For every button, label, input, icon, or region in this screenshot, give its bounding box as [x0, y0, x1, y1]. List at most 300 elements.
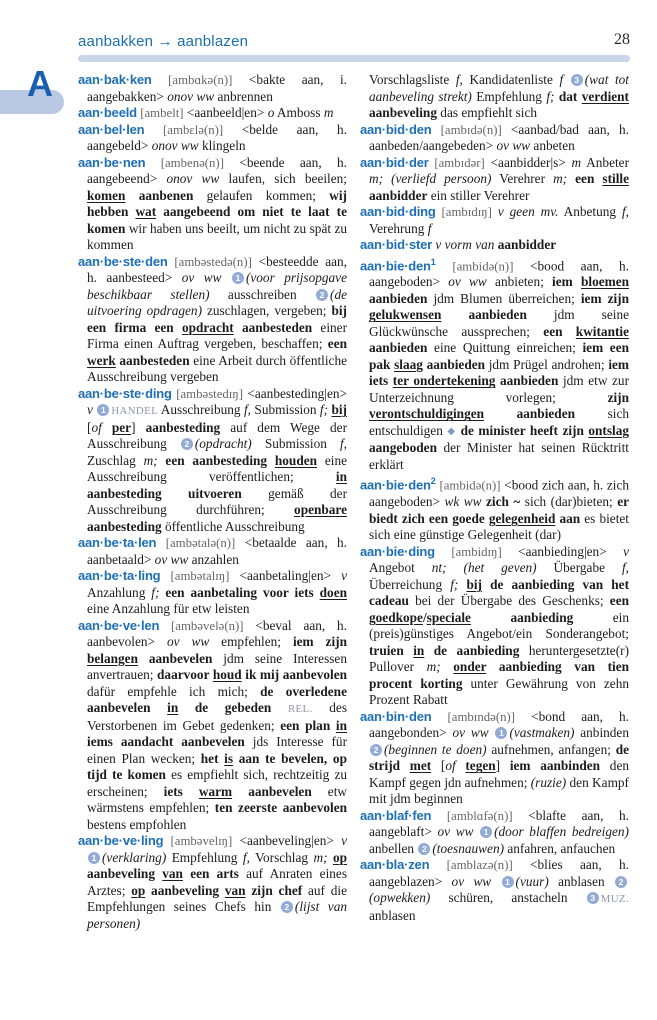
example-keyword: opdracht — [181, 319, 234, 335]
example-phrase: een — [543, 323, 576, 339]
body-text: auf die Empfehlungen seines Chefs hin — [87, 882, 347, 914]
example-phrase: iem iets — [369, 356, 629, 389]
italic-text: (voor prijsopgave beschikbaar stellen) — [87, 270, 347, 302]
example-phrase: de minister heeft zijn — [460, 422, 589, 438]
headword: aan·be·ve·ling — [78, 833, 164, 848]
body-text: schüren, anstacheln — [430, 890, 586, 906]
headword: aan·bid·der — [360, 154, 429, 170]
sense-number-badge: 2 — [418, 843, 430, 855]
phonetic-transcription: [ambɪdɪŋ] — [441, 205, 492, 219]
italic-text: f, — [621, 560, 629, 576]
body-text: <beval aan, h. aanbevolen> — [87, 617, 347, 649]
example-keyword: werk — [87, 352, 116, 368]
body-text — [221, 270, 230, 285]
body-text: den Kampf mit jdm beginnen — [369, 774, 629, 807]
example-keyword: bij — [466, 576, 482, 592]
italic-text: ov ww — [154, 551, 189, 567]
body-text: Zuschlag — [87, 452, 144, 468]
sense-number-badge: 1 — [495, 727, 507, 739]
body-text: bestens empfohlen — [87, 816, 187, 832]
example-keyword: belangen — [87, 650, 138, 666]
body-text: den Kampf gegen jdn aufnehmen; — [369, 758, 629, 790]
body-text: auf dem Wege der Ausschreibung — [87, 419, 347, 451]
dictionary-entry — [360, 237, 629, 254]
dictionary-entry — [360, 473, 629, 543]
italic-text: v — [341, 568, 347, 583]
example-phrase: de gebeden — [178, 700, 272, 715]
body-text: Empfehlung — [166, 849, 243, 865]
italic-text: v vorm van — [435, 237, 495, 252]
body-text: anfahren, anfauchen — [504, 840, 616, 856]
italic-text: of — [445, 758, 456, 774]
sense-number-badge: 3 — [587, 892, 599, 904]
body-text — [567, 171, 575, 186]
body-text: es empfiehlt sich, rechtzeitig zu erscheinen; — [87, 767, 347, 799]
example-keyword: doen — [319, 584, 347, 600]
example-keyword: is — [224, 750, 234, 766]
headword: aan·be·ta·len — [78, 535, 157, 550]
phonetic-transcription: [ambɪndə(n)] — [447, 709, 516, 724]
body-text — [429, 857, 446, 872]
italic-text: (door blaffen bedreigen) — [494, 824, 629, 840]
italic-text: m — [323, 105, 334, 120]
italic-text: (toesnauwen) — [432, 840, 505, 856]
body-text — [436, 258, 453, 273]
example-keyword: openbare — [294, 502, 347, 517]
body-text — [491, 874, 500, 889]
headword: aan·bie·den — [360, 477, 431, 493]
italic-text: m; — [313, 849, 328, 865]
headword: aan·blaf·fen — [360, 807, 432, 823]
example-phrase: aanbevelen — [137, 650, 213, 666]
example-phrase: iem zijn — [292, 634, 347, 649]
dictionary-entry — [78, 155, 347, 254]
body-text: <besteedde aan, h. aanbesteed> — [87, 253, 347, 285]
body-text — [563, 72, 570, 87]
domain-label: HANDEL — [111, 405, 159, 417]
example-phrase: aan te bevelen, op tijd te komen — [87, 750, 347, 782]
italic-text: m — [571, 154, 582, 170]
body-text: jdm seine Interessen anvertrauen; — [87, 650, 347, 682]
italic-text: ov ww — [181, 270, 222, 285]
italic-text: ov ww — [496, 138, 531, 153]
body-text: dafür empfehle ich mich; — [87, 683, 261, 699]
body-text — [102, 420, 112, 435]
sense-number-badge: 1 — [97, 404, 109, 416]
phonetic-transcription: [ambɑkə(n)] — [168, 73, 233, 87]
sense-number-badge: 3 — [571, 74, 583, 86]
sense-number-badge: 1 — [502, 876, 514, 888]
italic-text: m; — [369, 171, 384, 186]
body-text: anzahlen — [188, 551, 239, 567]
example-keyword: wat — [135, 204, 157, 219]
dictionary-entry — [360, 155, 629, 205]
example-phrase: aanbieden — [484, 406, 575, 422]
italic-text: ov ww — [452, 725, 489, 741]
example-keyword: slaag — [394, 356, 423, 372]
example-phrase: aanbesteden — [115, 352, 190, 368]
italic-text: (opdracht) — [194, 436, 252, 451]
body-text: jdm Blumen überreichen; — [427, 290, 581, 306]
italic-text: f — [427, 220, 432, 236]
body-text — [383, 171, 391, 186]
example-phrase: aanbenen — [125, 187, 194, 203]
body-text: klingeln — [198, 138, 246, 153]
example-phrase: aangebeend om niet te laat te komen — [87, 204, 347, 236]
body-text: Vorschlagsliste — [369, 72, 456, 87]
italic-text: onov ww — [167, 88, 215, 104]
dictionary-entry — [360, 254, 629, 474]
example-keyword: bloemen — [580, 274, 629, 290]
headword: aan·bid·den — [360, 121, 432, 137]
example-phrase: aanbesteden — [233, 319, 313, 335]
phonetic-transcription: [ambidɪŋ] — [451, 544, 502, 559]
domain-label: MUZ. — [600, 893, 629, 906]
dictionary-entry — [360, 122, 629, 155]
body-text: Ausschreibung — [158, 402, 244, 417]
dictionary-entry — [78, 72, 347, 105]
body-text: Anbetung — [558, 204, 622, 219]
body-text: Überreichung — [369, 576, 451, 592]
dictionary-entry — [360, 204, 629, 237]
italic-text: v — [623, 543, 629, 559]
phonetic-transcription: [amblɑfə(n)] — [446, 808, 513, 823]
body-text: unter Gewährung von zehn Prozent Rabatt — [369, 675, 629, 708]
body-text: zuschlagen, vergeben; — [202, 303, 332, 318]
example-phrase: aanbevelen — [232, 783, 312, 799]
italic-text: onov ww — [166, 171, 220, 186]
body-text: gemäß der Ausschreibung durchführen; — [87, 485, 347, 517]
example-phrase: een — [327, 336, 347, 351]
example-phrase: aanbieden — [441, 307, 527, 323]
example-phrase: de aanbieding — [424, 642, 520, 658]
headword: aan·beeld — [78, 105, 137, 120]
italic-text: (beginnen te doen) — [384, 741, 487, 757]
body-text: Submission — [251, 436, 340, 451]
example-keyword: ter ondertekening — [392, 373, 496, 389]
phonetic-transcription: [ambɪdər] — [434, 155, 485, 170]
idiom-diamond-icon: ◆ — [447, 425, 457, 437]
italic-text: nt; — [431, 560, 447, 576]
sense-number-badge: 2 — [181, 438, 193, 450]
body-text: ausschreiben — [209, 286, 316, 302]
body-text — [160, 568, 170, 583]
headword: aan·be·nen — [78, 154, 146, 170]
example-keyword: speciale — [426, 609, 471, 625]
phonetic-transcription: [ambidə(n)] — [439, 478, 501, 493]
body-text: <aanbieding|en> — [501, 543, 624, 559]
dictionary-entry — [78, 105, 347, 122]
body-text: <blies aan, h. aangeblazen> — [369, 857, 629, 889]
body-text: Kandidatenliste — [462, 72, 560, 87]
body-text — [431, 808, 447, 823]
body-text: empfehlen; — [209, 634, 293, 649]
headword: aan·bie·ding — [360, 543, 435, 559]
example-keyword: per — [111, 419, 132, 435]
column-right — [360, 72, 629, 1012]
example-keyword: houd — [212, 667, 242, 682]
italic-text: o — [267, 105, 275, 120]
homonym-superscript: 1 — [430, 256, 436, 267]
sense-number-badge: 2 — [316, 289, 328, 301]
body-text: sich entschuldigen — [369, 406, 629, 438]
italic-text: (vuur) — [515, 873, 549, 889]
body-text — [156, 535, 165, 550]
example-keyword: met — [409, 758, 432, 774]
italic-text: wk ww — [444, 494, 482, 510]
sense-number-badge: 1 — [480, 826, 492, 838]
body-text — [271, 700, 288, 715]
body-text: gelaufen kommen; — [193, 187, 330, 203]
body-text: Amboss — [274, 105, 324, 120]
example-phrase: bij een firma een — [87, 303, 347, 335]
dictionary-entry — [78, 386, 347, 536]
example-phrase: aanbidder — [497, 237, 557, 252]
body-text: <bond aan, h. aangebonden> — [369, 708, 629, 741]
body-text: jdm seine Glückwünsche aussprechen; — [369, 307, 629, 339]
entry-continuation — [360, 72, 629, 122]
example-keyword: bij — [331, 402, 347, 417]
example-phrase: iems aandacht aanbevelen — [87, 734, 245, 749]
example-keyword: van — [162, 866, 183, 881]
italic-text: ov ww — [451, 873, 492, 889]
dictionary-entry — [78, 535, 347, 568]
italic-text: m; — [426, 659, 441, 675]
italic-text: (de uitvoering opdragen) — [87, 286, 347, 318]
example-keyword: op — [131, 882, 146, 898]
example-phrase: er biedt zich een goede — [369, 494, 629, 526]
body-text: <aanbad/bad aan, h. aanbeden/aangebeden> — [369, 121, 629, 153]
sense-number-badge: 2 — [281, 901, 293, 913]
body-text: eine Arbeit durch öffentliche Ausschreibung vergeben — [87, 352, 347, 384]
header-rule — [78, 55, 630, 62]
example-phrase: aanbieden — [422, 356, 486, 372]
body-text: es bietet sich eine günstige Gelegenheit (dar) — [369, 510, 629, 543]
example-keyword: in — [335, 717, 347, 733]
italic-text: v — [341, 833, 347, 848]
example-keyword: onder — [453, 659, 487, 675]
example-phrase: aanbesteding — [145, 419, 221, 435]
example-phrase: een — [575, 171, 603, 186]
italic-text: (verklaring) — [102, 849, 167, 865]
body-text: etw wärmstens empfehlen; — [87, 783, 347, 815]
example-phrase: een arts — [182, 866, 239, 881]
body-text: <blafte aan, h. aangeblaft> — [369, 807, 629, 840]
body-text: jdm etw zur Unterzeichnung vorlegen; — [369, 373, 629, 405]
example-keyword: gelukwensen — [369, 307, 442, 323]
body-text: [ — [87, 419, 92, 435]
body-text: ] — [131, 419, 146, 435]
body-text: laufen, sich beeilen; — [219, 171, 347, 186]
body-text — [93, 402, 96, 417]
body-text: auf Anraten eines Arztes; — [87, 866, 347, 898]
example-keyword: van — [224, 882, 246, 898]
body-text — [431, 709, 447, 724]
body-text: heruntergesetzte(r) Pullover — [369, 642, 629, 675]
body-text: aufnehmen, anfangen; — [486, 741, 616, 757]
headword: aan·be·ste·den — [78, 253, 168, 269]
italic-text: (opwekken) — [369, 890, 431, 906]
italic-text: onov ww — [151, 138, 199, 153]
headword: aan·bid·ding — [360, 204, 436, 219]
body-text: ] — [495, 758, 510, 774]
italic-text: m; — [143, 452, 158, 468]
example-keyword: verontschuldigingen — [369, 406, 485, 422]
dictionary-entry — [78, 568, 347, 618]
example-phrase: iem zijn — [580, 290, 629, 306]
phonetic-transcription: [ambəvelə(n)] — [171, 618, 244, 633]
body-text: ein stiller Verehrer — [427, 187, 530, 203]
example-phrase: aanbidder — [369, 187, 428, 203]
body-text — [144, 122, 163, 137]
example-phrase: de strijd — [369, 741, 629, 774]
example-keyword: in — [335, 469, 347, 484]
body-text — [435, 544, 451, 559]
example-phrase: aangeboden — [369, 440, 437, 456]
phonetic-transcription: [amblazə(n)] — [446, 858, 513, 873]
running-head: aanbakken → aanblazen — [78, 33, 249, 50]
headword: aan·be·ta·ling — [78, 568, 161, 583]
body-text: <betaalde aan, h. aanbetaald> — [87, 535, 347, 567]
italic-text: f, — [621, 204, 629, 219]
body-text: Empfehlung — [471, 88, 547, 104]
body-text: Angebot — [369, 560, 432, 576]
body-text: eine Ausschreibung veröffentlichen; — [87, 452, 347, 484]
sense-number-badge: 2 — [370, 744, 382, 756]
italic-text: f; — [319, 402, 329, 417]
italic-text: f; — [450, 576, 459, 592]
example-keyword: op — [332, 849, 347, 865]
headword: aan·bel·len — [78, 121, 145, 137]
body-text: einer Firma einen Auftrag vergeben, beschaffen; — [87, 319, 347, 351]
example-keyword: goedkope — [369, 609, 423, 625]
example-phrase: het — [200, 750, 225, 766]
example-phrase: aanbesteding — [87, 518, 162, 534]
example-phrase: ik mij aanbevolen — [241, 667, 347, 682]
body-text: ein (preis)günstiges Angebot/ein Sonderangebot; — [369, 609, 629, 642]
italic-text: f; — [546, 88, 555, 104]
phonetic-transcription: [ambenə(n)] — [160, 155, 224, 170]
headword: aan·bid·ster — [360, 237, 433, 252]
example-phrase: aanbieding van tien procent korting — [369, 659, 629, 691]
body-text: [ — [431, 758, 446, 774]
italic-text: ov ww — [448, 274, 487, 290]
body-text: des Verstorbenen im Gebet gedenken; — [87, 700, 347, 733]
example-phrase: aanbeveling — [87, 866, 163, 881]
homonym-superscript: 2 — [430, 476, 436, 487]
example-phrase: een aanbetaling voor iets — [165, 584, 320, 600]
example-keyword: stille — [602, 171, 629, 186]
example-keyword: komen — [87, 187, 126, 203]
example-phrase: aanbieding — [470, 609, 574, 625]
example-keyword: verdient — [581, 88, 629, 104]
italic-text: f, — [455, 72, 463, 87]
body-text: jdm Prügel androhen; — [485, 356, 609, 372]
italic-text: f; — [151, 584, 160, 600]
body-text — [489, 725, 495, 740]
domain-label: REL. — [287, 703, 313, 715]
example-phrase: zijn chef — [245, 882, 303, 898]
phonetic-transcription: [ambelt] — [140, 106, 184, 120]
phonetic-transcription: [ambətalɪŋ] — [170, 569, 230, 583]
example-phrase: iem — [552, 274, 581, 290]
sense-number-badge: 1 — [232, 272, 244, 284]
example-phrase: aanbieden — [369, 340, 428, 356]
body-text: Verehrung — [369, 220, 428, 236]
body-text — [152, 72, 169, 87]
dictionary-entry — [78, 833, 347, 932]
dictionary-entry — [360, 808, 629, 858]
italic-text: (lijst van personen) — [87, 899, 347, 931]
body-text: eine Anzahlung für etw leisten — [87, 601, 250, 616]
body-text: anbieten; — [486, 274, 553, 290]
example-phrase: een plan — [280, 717, 336, 733]
body-text — [159, 618, 171, 633]
italic-text: (het geven) — [463, 560, 537, 576]
dictionary-entry — [360, 709, 629, 808]
example-keyword: in — [413, 642, 425, 658]
body-text: Anbeter — [581, 154, 629, 170]
example-phrase: aanbeveling — [369, 105, 437, 120]
dictionary-entry — [78, 122, 347, 155]
italic-text: (verliefd persoon) — [391, 171, 492, 186]
italic-text: m; — [553, 171, 568, 186]
body-text: Submission — [251, 402, 320, 417]
sense-number-badge: 1 — [88, 852, 100, 864]
phonetic-transcription: [ambəvelɪŋ] — [170, 834, 233, 848]
italic-text: (wat tot aanbeveling strekt) — [369, 72, 629, 104]
italic-text: (ruzie) — [530, 774, 567, 790]
example-phrase: aanbeveling — [145, 882, 225, 898]
column-left — [78, 72, 347, 1012]
italic-text: f — [559, 72, 564, 87]
body-text: Vorschlag — [249, 849, 314, 865]
example-phrase: aanbieden — [495, 373, 559, 389]
body-text: anbrennen — [214, 88, 273, 104]
body-text: wir haben uns beeilt, um nicht zu spät zu kommen — [87, 220, 347, 252]
example-keyword: gelegenheid — [488, 510, 556, 526]
body-text: Anzahlung — [87, 584, 152, 600]
example-phrase: / — [422, 609, 427, 625]
body-text: eine Quittung einreichen; — [427, 340, 583, 356]
body-text — [431, 122, 440, 137]
italic-text: f, — [339, 436, 347, 451]
example-phrase: de aanbieding van het cadeau — [369, 576, 629, 609]
body-text: <aanbidder|s> — [484, 154, 572, 170]
body-text — [447, 560, 464, 575]
phonetic-transcription: [ambətalə(n)] — [165, 536, 236, 550]
headword: aan·bak·ken — [78, 72, 152, 87]
example-phrase: een aanbesteding — [165, 452, 275, 468]
sense-number-badge: 2 — [615, 876, 627, 888]
body-text: anbeten — [530, 138, 575, 153]
example-keyword: in — [167, 700, 179, 715]
italic-text: f, — [242, 849, 250, 865]
body-text: anblasen — [369, 907, 416, 923]
example-phrase: zich ~ — [485, 494, 521, 510]
body-text: <beende aan, h. aangebeend> — [87, 154, 347, 186]
example-phrase: zijn — [607, 389, 629, 405]
body-text: <bood zich aan, h. zich aangeboden> — [369, 477, 629, 510]
italic-text: f, — [243, 402, 252, 417]
example-phrase: de overledene aanbevelen — [87, 683, 347, 715]
dictionary-entry — [78, 254, 347, 386]
body-text: das empfiehlt sich — [436, 105, 538, 120]
example-phrase: daarvoor — [157, 667, 213, 682]
body-text: <belde aan, h. aangebeld> — [87, 121, 347, 153]
example-phrase: truien — [369, 642, 414, 658]
phonetic-transcription: [ambɪdə(n)] — [440, 122, 502, 137]
